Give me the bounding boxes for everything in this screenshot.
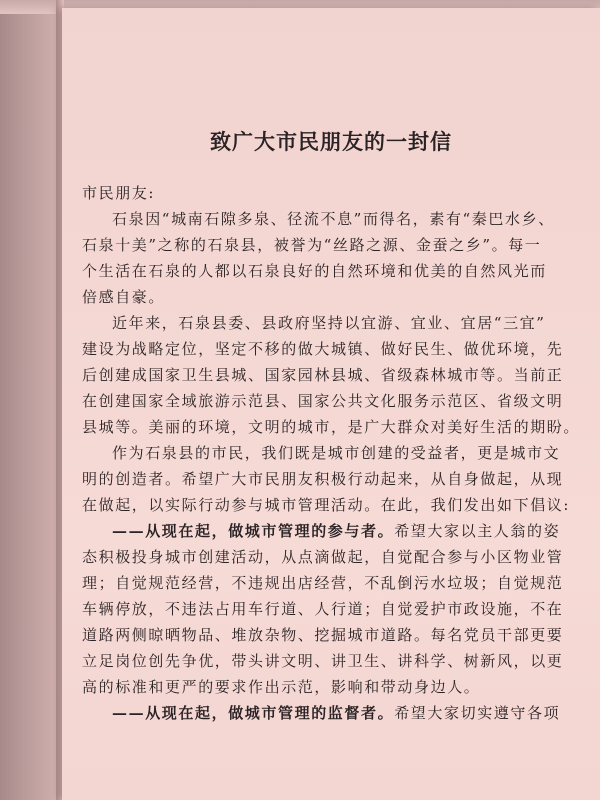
paragraph-line: 道路两侧晾晒物品、堆放杂物、挖掘城市道路。每名党员干部更要 [82,626,564,644]
paragraph-line: 石泉十美”之称的石泉县，被誉为“丝路之源、金蚕之乡”。每一 [82,236,542,254]
paragraph-line: 理；自觉规范经营，不违规出店经营，不乱倒污水垃圾；自觉规范 [82,574,564,592]
paragraph-line: 作为石泉县的市民，我们既是城市创建的受益者，更是城市文 [112,444,561,462]
paragraph-line: 在做起，以实际行动参与城市管理活动。在此，我们发出如下倡议: [82,496,571,514]
initiative-text: 希望大家以主人翁的姿 [394,522,561,540]
paragraph-line: 后创建成国家卫生县城、国家园林县城、省级森林城市等。当前正 [82,366,564,384]
paragraph-line: 个生活在石泉的人都以石泉良好的自然环境和优美的自然风光而 [82,262,547,280]
paragraph-line: 县城等。美丽的环境，文明的城市，是广大群众对美好生活的期盼。 [82,418,581,436]
paragraph-line: 明的创造者。希望广大市民朋友积极行动起来，从自身做起，从现 [82,470,564,488]
initiative-heading: ——从现在起，做城市管理的监督者。 [112,704,395,722]
initiative-heading: ——从现在起，做城市管理的参与者。 [112,522,395,540]
paragraph-line: 石泉因“城南石隙多泉、径流不息”而得名，素有“秦巴水乡、 [112,210,555,228]
paragraph-line: 在创建国家全域旅游示范县、国家公共文化服务示范区、省级文明 [82,392,564,410]
initiative-line [112,524,560,539]
paragraph-line: 态积极投身城市创建活动，从点滴做起，自觉配合参与小区物业管 [82,548,564,566]
letter-paper [62,8,600,800]
paragraph-line: 近年来，石泉县委、县政府坚持以宜游、宜业、宜居“三宜” [112,314,546,332]
initiative-line [112,706,560,721]
paragraph-line: 车辆停放，不违法占用车行道、人行道；自觉爱护市政设施，不在 [82,600,564,618]
initiative-text: 希望大家切实遵守各项 [394,704,561,722]
paragraph-line: 高的标准和更严的要求作出示范，影响和带动身边人。 [82,678,481,696]
paragraph-line: 建设为战略定位，坚定不移的做大城镇、做好民生、做优环境，先 [82,340,564,358]
paragraph-line: 倍感自豪。 [82,288,166,306]
letter-title: 致广大市民朋友的一封信 [210,129,452,154]
greeting: 市民朋友: [82,184,156,202]
paragraph-line: 立足岗位创先争优，带头讲文明、讲卫生、讲科学、树新风，以更 [82,652,564,670]
